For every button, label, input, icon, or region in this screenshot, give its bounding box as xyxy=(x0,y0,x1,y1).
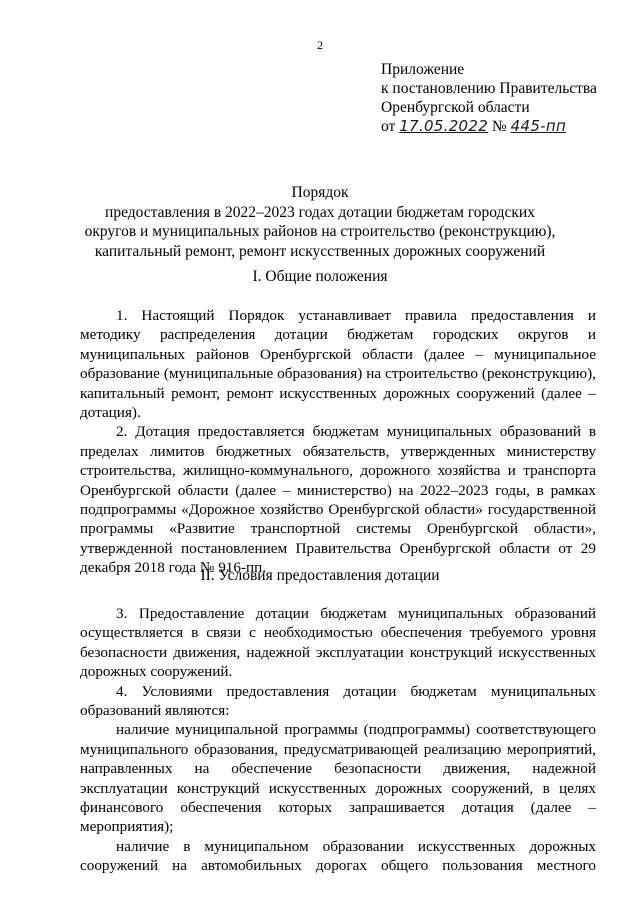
document-title: Порядок xyxy=(291,184,349,201)
document-subtitle: предоставления в 2022–2023 годах дотации бюджетам городских округов и муниципальных районов на строительство (реконструкцию), капитальный ремонт, ремонт искусственных дорожных сооружений xyxy=(84,203,556,260)
section-body-conditions xyxy=(80,604,596,876)
section-body-general xyxy=(80,306,596,578)
number-sign: № xyxy=(491,118,507,135)
appendix-title: Приложение xyxy=(381,61,465,78)
appendix-block xyxy=(381,60,597,136)
handwritten-number: 445-пп xyxy=(510,117,567,135)
paragraph-2: 2. Дотация предоставляется бюджетам муниципальных образований в пределах лимитов бюджетных обязательств, утвержденных министерству строительства, жилищно-коммунального, дорожного хозяйства и транспорта Оренбургской области (далее – министерство) на 2022–2023 годы, в рамках подпрограммы «Дорожное хозяйство Оренбургской области» государственной программы «Развитие транспортной системы Оренбургской области», утвержденной постановлением Правительства Оренбургской области от 29 декабря 2018 года № 916-пп. xyxy=(80,423,596,577)
paragraph-3: 3. Предоставление дотации бюджетам муниципальных образований осуществляется в связи с необходимостью обеспечения требуемого уровня безопасности движения, надежной эксплуатации конструкций искусственных дорожных сооружений. xyxy=(80,605,596,681)
paragraph-1: 1. Настоящий Порядок устанавливает правила предоставления и методику распределения дотации бюджетам городских округов и муниципальных районов Оренбургской области (далее – муниципальное образование (муниципальные образования) на строительство (реконструкцию), капитальный ремонт, ремонт искусственных дорожных сооружений (далее – дотация). xyxy=(80,307,596,422)
document-title-block xyxy=(80,183,560,261)
paragraph-4-condition-2: наличие в муниципальном образовании искусственных дорожных сооружений на автомобильных дорогах общего пользования местного xyxy=(80,837,596,875)
paragraph-4-condition-1: наличие муниципальной программы (подпрограммы) соответствующего муниципального образования, предусматривающей реализацию мероприятий, направленных на обеспечение безопасности движения, надежной эксплуатации конструкций искусственных дорожных сооружений, в целях финансового обеспечения которых запрашивается дотация (далее – мероприятия); xyxy=(80,721,596,836)
appendix-date-number-line xyxy=(381,117,597,136)
handwritten-date: 17.05.2022 xyxy=(399,117,489,135)
section-heading-conditions: II. Условия предоставления дотации xyxy=(200,567,440,584)
page-number: 2 xyxy=(317,38,323,52)
section-heading-general: I. Общие положения xyxy=(252,268,388,285)
appendix-resolution-line: к постановлению Правительства xyxy=(381,80,597,97)
appendix-region-line: Оренбургской области xyxy=(381,99,530,116)
paragraph-4: 4. Условиями предоставления дотации бюджетам муниципальных образований являются: xyxy=(80,682,596,720)
from-label: от xyxy=(381,118,396,135)
